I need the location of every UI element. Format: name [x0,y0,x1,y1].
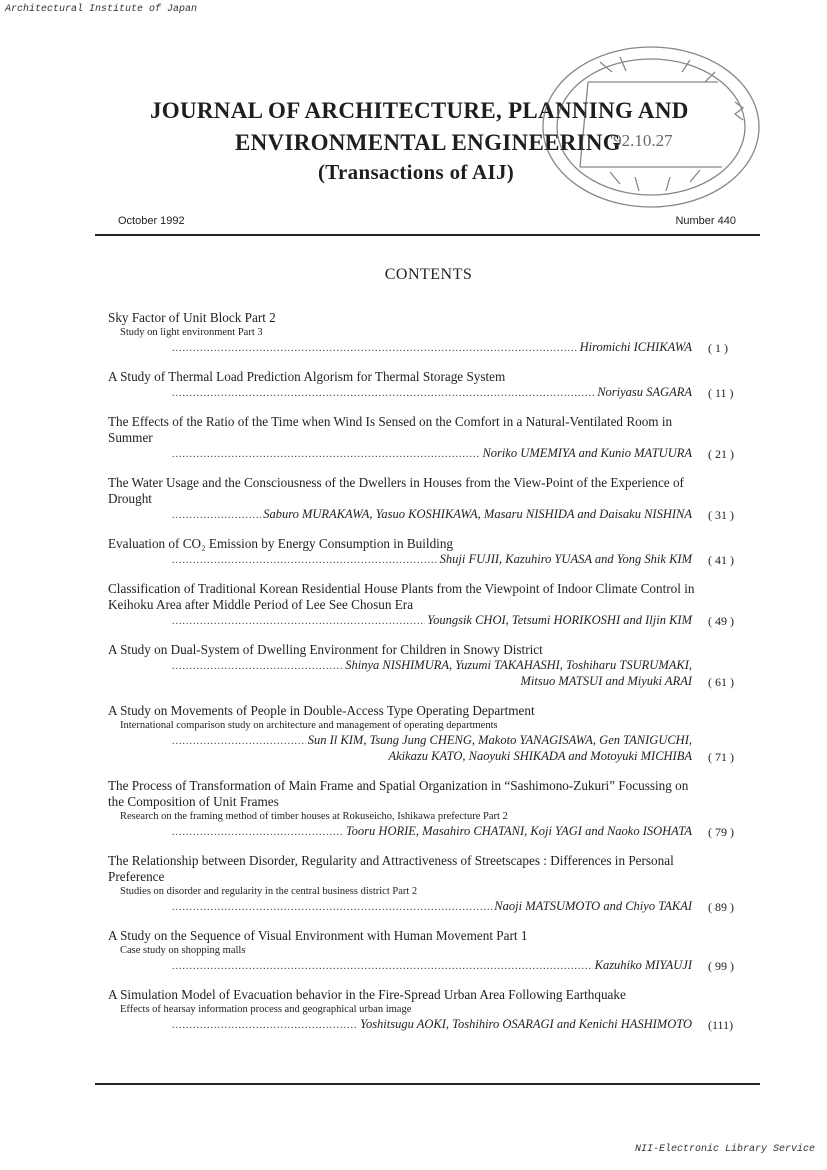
entry-title: Sky Factor of Unit Block Part 2 [108,310,276,325]
entry-title: A Study on the Sequence of Visual Environment with Human Movement Part 1 [108,928,528,943]
entry-page-number: ( 21 ) [708,447,734,461]
contents-entry [108,414,748,462]
entry-authors: Naoji MATSUMOTO and Chiyo TAKAI [494,899,692,913]
entry-authors: Shinya NISHIMURA, Yuzumi TAKAHASHI, Toshiharu TSURUMAKI, [345,658,692,672]
author-line [172,507,692,523]
issue-date: October 1992 [118,215,185,227]
leader-dots [172,961,593,972]
entry-page-number: ( 11 ) [708,386,734,400]
author-line [172,613,692,629]
author-line [172,385,692,401]
author-line [172,824,692,840]
svg-text:'92.10.27: '92.10.27 [610,131,673,150]
leader-dots [172,736,306,747]
entry-title: Evaluation of CO₂ Emission by Energy Consumption in Building [108,536,454,551]
entry-authors: Noriko UMEMIYA and Kunio MATUURA [482,446,692,460]
entry-page-number: ( 31 ) [708,508,734,522]
contents-heading: CONTENTS [384,266,473,283]
entry-subtitle: Study on light environment Part 3 [120,327,263,338]
contents-list [108,310,748,1046]
entry-authors: Sun Il KIM, Tsung Jung CHENG, Makoto YANAGISAWA, Gen TANIGUCHI, [307,733,692,747]
entry-subtitle: Case study on shopping malls [120,945,246,956]
entry-subtitle: Research on the framing method of timber houses at Rokuseicho, Ishikawa prefecture Part 2 [120,811,508,822]
contents-entry [108,475,748,523]
entry-authors: Youngsik CHOI, Tetsumi HORIKOSHI and Iljin KIM [427,613,692,627]
author-line [172,446,692,462]
contents-entry [108,928,748,974]
entry-page-number: ( 49 ) [708,614,734,628]
leader-dots [172,902,492,913]
entry-title: The Water Usage and the Consciousness of the Dwellers in Houses from the View-Point of the Experience of Drought [108,475,684,506]
contents-entry [108,987,748,1033]
author-line [172,899,692,915]
author-line [172,733,692,749]
author-line [172,340,692,356]
journal-title-line-3: (Transactions of AIJ) [318,160,515,184]
entry-title: A Study on Movements of People in Double-Access Type Operating Department [108,703,535,718]
entry-page-number: ( 79 ) [708,825,734,839]
journal-title-line-1: JOURNAL OF ARCHITECTURE, PLANNING AND [150,98,689,123]
entry-page-number: ( 41 ) [708,553,734,567]
entry-authors: Hiromichi ICHIKAWA [579,340,692,354]
entry-title: A Simulation Model of Evacuation behavior in the Fire-Spread Urban Area Following Earthquake [108,987,626,1002]
leader-dots [172,1020,358,1031]
entry-authors: Noriyasu SAGARA [597,385,692,399]
header-rule [95,234,760,236]
issue-number: Number 440 [675,215,736,227]
leader-dots [172,616,425,627]
leader-dots [172,827,344,838]
entry-page-number: ( 89 ) [708,900,734,914]
author-line [172,658,692,674]
entry-authors: Shuji FUJII, Kazuhiro YUASA and Yong Shik KIM [439,552,692,566]
leader-dots [172,510,261,521]
leader-dots [172,661,343,672]
contents-entry [108,581,748,629]
entry-title: A Study of Thermal Load Prediction Algorism for Thermal Storage System [108,369,506,384]
publisher-note: Architectural Institute of Japan [5,4,198,15]
contents-entry [108,703,748,765]
leader-dots [172,343,578,354]
author-line [172,1017,692,1033]
entry-authors: Saburo MURAKAWA, Yasuo KOSHIKAWA, Masaru NISHIDA and Daisaku NISHINA [263,507,692,521]
footer-rule [95,1083,760,1085]
entry-authors: Mitsuo MATSUI and Miyuki ARAI [520,674,692,688]
entry-page-number: ( 99 ) [708,959,734,973]
leader-dots [172,449,480,460]
contents-entry [108,642,748,690]
entry-title: The Relationship between Disorder, Regularity and Attractiveness of Streetscapes : Differences in Personal Preference [108,853,674,884]
author-line [172,749,692,765]
contents-entry [108,778,748,840]
entry-authors: Tooru HORIE, Masahiro CHATANI, Koji YAGI and Naoko ISOHATA [345,824,692,838]
journal-title-line-2: ENVIRONMENTAL ENGINEERING [235,130,621,155]
author-line [172,958,692,974]
entry-authors: Yoshitsugu AOKI, Toshihiro OSARAGI and Kenichi HASHIMOTO [360,1017,692,1031]
author-line [172,674,692,690]
contents-entry [108,853,748,915]
library-stamp-seal [540,42,762,212]
contents-entry [108,536,748,568]
entry-title: A Study on Dual-System of Dwelling Environment for Children in Snowy District [108,642,543,657]
leader-dots [172,388,595,399]
author-line [172,552,692,568]
entry-page-number: ( 71 ) [708,750,734,764]
entry-subtitle: Studies on disorder and regularity in the central business district Part 2 [120,886,418,897]
entry-page-number: ( 61 ) [708,675,734,689]
entry-page-number: ( 1 ) [708,341,728,355]
entry-subtitle: International comparison study on architecture and management of operating departments [120,720,498,731]
entry-page-number: (111) [708,1018,734,1032]
contents-entry [108,369,748,401]
entry-subtitle: Effects of hearsay information process and geographical urban image [120,1004,412,1015]
entry-title: The Effects of the Ratio of the Time when Wind Is Sensed on the Comfort in a Natural-Ventilated Room in Summer [108,414,673,445]
entry-authors: Kazuhiko MIYAUJI [594,958,692,972]
entry-title: Classification of Traditional Korean Residential House Plants from the Viewpoint of Indoor Climate Control in Keihoku Area after Middle Period of Lee See Chosun Era [108,581,695,612]
service-note: NII-Electronic Library Service [634,1144,815,1155]
entry-title: The Process of Transformation of Main Frame and Spatial Organization in “Sashimono-Zukuri” Focussing on the Composition of Unit Frames [108,778,689,809]
entry-authors: Akikazu KATO, Naoyuki SHIKADA and Motoyuki MICHIBA [388,749,692,763]
contents-entry [108,310,748,356]
leader-dots [172,555,438,566]
